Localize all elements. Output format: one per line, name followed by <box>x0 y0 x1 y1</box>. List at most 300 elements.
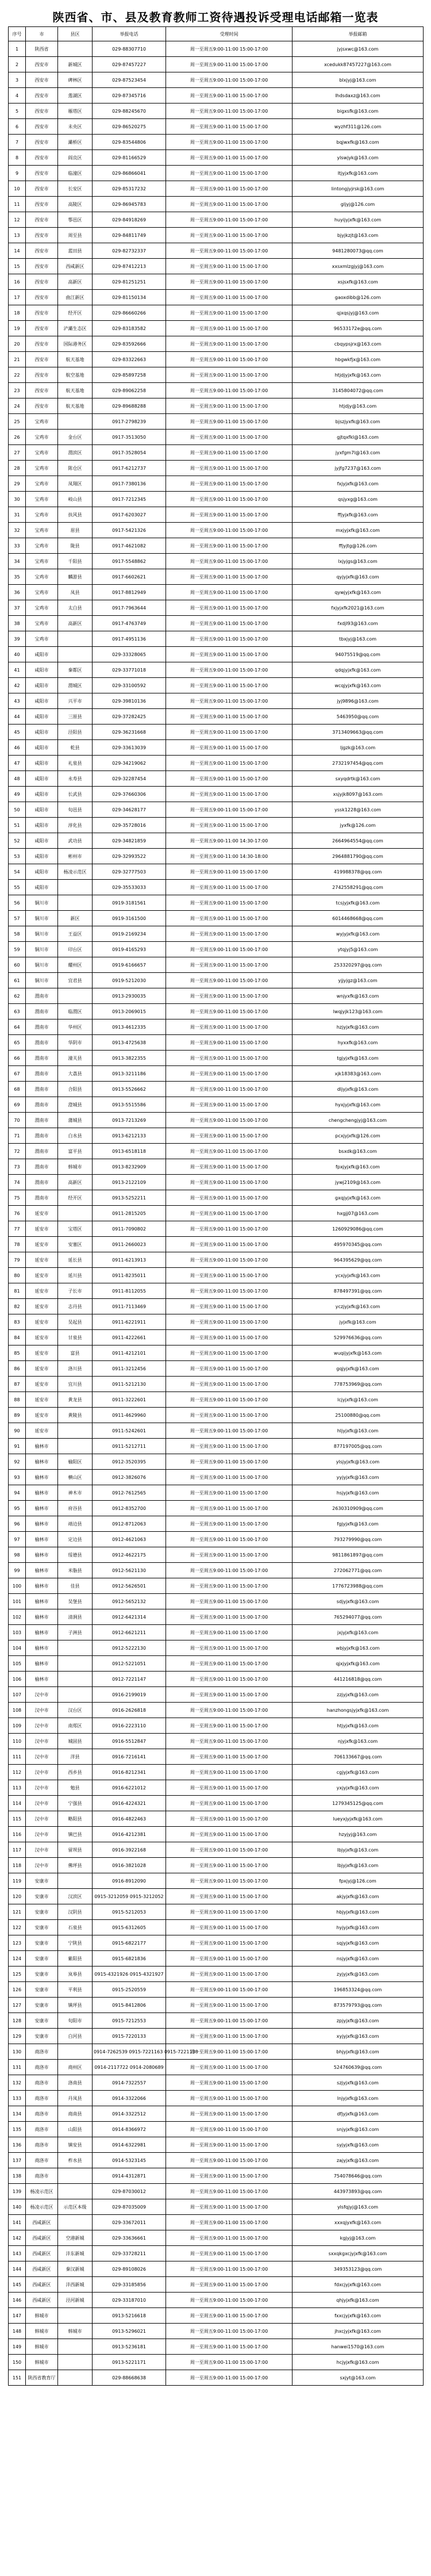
cell-email[interactable]: zajyjxfk@163.com <box>293 2153 424 2168</box>
cell-phone: 0917-7380136 <box>93 476 166 492</box>
cell-phone: 0914-7262539 0915-7221163 0915-7221138 <box>93 2044 166 2060</box>
cell-email[interactable]: fxdjl93@163.com <box>293 616 424 631</box>
cell-email[interactable]: hyjyjxfk@163.com <box>293 1920 424 1935</box>
cell-email[interactable]: fxjyjxfk@163.com <box>293 476 424 492</box>
table-row <box>9 2293 424 2308</box>
cell-phone: 0911-7090802 <box>93 1221 166 1237</box>
table-row <box>9 1827 424 1842</box>
cell-email[interactable]: 706133667@qq.com <box>293 1749 424 1765</box>
cell-email[interactable]: qhjyjxfk@163.com <box>293 2293 424 2308</box>
cell-index: 149 <box>9 2339 26 2355</box>
cell-email[interactable]: 873579793@qq.com <box>293 1998 424 2013</box>
cell-email[interactable]: yczjyjxfk@163.com <box>293 1299 424 1314</box>
cell-email[interactable]: 2630310909@qq.com <box>293 1501 424 1516</box>
cell-email[interactable]: zpjyjxfk@163.com <box>293 2013 424 2029</box>
cell-time: 周一至周五9:00-11:00 15:00-17:00 <box>166 1283 293 1299</box>
cell-email[interactable]: jyxfgm7l@163.com <box>293 445 424 461</box>
cell-index: 51 <box>9 818 26 833</box>
cell-email[interactable]: tgjyjxfk@163.com <box>293 1051 424 1066</box>
cell-email[interactable]: lueyxjyjxfk@163.com <box>293 1811 424 1827</box>
cell-email[interactable]: jyjxfk@163.com <box>293 1314 424 1330</box>
cell-email[interactable]: fpxjyj@126.com <box>293 1873 424 1889</box>
cell-email[interactable]: htjdjy@163.com <box>293 398 424 414</box>
cell-email[interactable]: jywj2109@163.com <box>293 1175 424 1190</box>
cell-email[interactable]: 793279990@qq.com <box>293 1532 424 1547</box>
cell-email[interactable]: blxjyj@163.com <box>293 72 424 88</box>
cell-email[interactable]: gljyj@126.com <box>293 197 424 212</box>
cell-index: 39 <box>9 631 26 647</box>
cell-city: 商洛市 <box>26 2137 58 2153</box>
cell-index: 97 <box>9 1532 26 1547</box>
cell-email[interactable]: 25100880@qq.com <box>293 1408 424 1423</box>
cell-email[interactable]: mxjyjxfk@163.com <box>293 523 424 538</box>
cell-email[interactable]: 529976636@qq.com <box>293 1330 424 1346</box>
cell-time: 周一至周五9:00-11:00 15:00-17:00 <box>166 1346 293 1361</box>
cell-email[interactable]: 878497391@qq.com <box>293 1283 424 1299</box>
table-row <box>9 1765 424 1780</box>
cell-index: 89 <box>9 1408 26 1423</box>
cell-phone: 0912-3826076 <box>93 1470 166 1485</box>
cell-email[interactable]: jyjfg7237@163.com <box>293 461 424 476</box>
cell-phone: 029-89688288 <box>93 398 166 414</box>
cell-index: 3 <box>9 72 26 88</box>
cell-city: 咸阳市 <box>26 802 58 818</box>
cell-email[interactable]: jhxcjyjxfk@163.com <box>293 2324 424 2339</box>
cell-email[interactable]: 96533172e@qq.com <box>293 321 424 336</box>
cell-email[interactable]: ffjyjxfk@163.com <box>293 507 424 523</box>
cell-email[interactable]: hzjyjxfk@163.com <box>293 1019 424 1035</box>
table-row <box>9 740 424 756</box>
table-row <box>9 476 424 492</box>
cell-email[interactable]: ltjyjxfk@163.com <box>293 166 424 181</box>
cell-email[interactable]: hcjyjxfk@163.com <box>293 2355 424 2370</box>
cell-email[interactable]: qjxqsjyj@163.com <box>293 305 424 321</box>
cell-index: 134 <box>9 2106 26 2122</box>
cell-email[interactable]: lwqjyjk123@163.com <box>293 1004 424 1019</box>
cell-district: 宜川县 <box>58 1377 93 1392</box>
cell-email[interactable]: htjyjxfk@163.com <box>293 1718 424 1734</box>
cell-email[interactable]: jxjyjxfk@163.com <box>293 1625 424 1640</box>
cell-city: 宝鸡市 <box>26 445 58 461</box>
cell-email[interactable]: kgjyj@163.com <box>293 2230 424 2246</box>
cell-email[interactable]: snjyjxfk@163.com <box>293 2122 424 2137</box>
cell-email[interactable]: hanwei1570@163.com <box>293 2339 424 2355</box>
cell-email[interactable]: lintongjyjrsk@163.com <box>293 181 424 197</box>
cell-email[interactable]: bjszjyxfk@163.com <box>293 414 424 430</box>
cell-email[interactable]: 877197005@qq.com <box>293 1439 424 1454</box>
cell-email[interactable]: fdxcjyjxfk@163.com <box>293 2277 424 2293</box>
cell-email[interactable]: 3713409663@qq.com <box>293 724 424 740</box>
cell-phone: 0913-5296021 <box>93 2324 166 2339</box>
cell-email[interactable]: lcjyjxfk@163.com <box>293 1392 424 1408</box>
cell-email[interactable]: lbjyjxfk@163.com <box>293 1842 424 1858</box>
cell-email[interactable]: 524760639@qq.com <box>293 2060 424 2075</box>
cell-index: 91 <box>9 1439 26 1454</box>
cell-time: 周一至周五9:00-11:00 15:00-17:00 <box>166 1501 293 1516</box>
cell-district: 空港新城 <box>58 2230 93 2246</box>
cell-district: 府谷县 <box>58 1501 93 1516</box>
cell-city: 延安市 <box>26 1361 58 1377</box>
cell-time: 周一至周五9:00-11:00 15:00-17:00 <box>166 2153 293 2168</box>
cell-district: 灞桥区 <box>58 135 93 150</box>
cell-district: 丹凤县 <box>58 2091 93 2106</box>
cell-email[interactable]: zyjyjxfk@163.com <box>293 1966 424 1982</box>
cell-email[interactable]: gaoxdibb@126.com <box>293 290 424 305</box>
cell-time: 周一至周五9:00-11:00 15:00-17:00 <box>166 2215 293 2230</box>
cell-email[interactable]: yyjyjxfk@163.com <box>293 1470 424 1485</box>
cell-phone: 0914-5323145 <box>93 2153 166 2168</box>
cell-time: 周一至周五9:00-11:00 15:00-17:00 <box>166 2293 293 2308</box>
table-row <box>9 538 424 554</box>
cell-email[interactable]: 2664964554@qq.com <box>293 833 424 849</box>
cell-index: 105 <box>9 1656 26 1672</box>
cell-city: 延安市 <box>26 1268 58 1283</box>
cell-email[interactable]: cgjyjxfk@163.com <box>293 1765 424 1780</box>
cell-district: 宝塔区 <box>58 1221 93 1237</box>
cell-time: 周一至周五9:00-11:00 15:00-17:00 <box>166 616 293 631</box>
cell-index: 56 <box>9 895 26 911</box>
cell-city: 渭南市 <box>26 1035 58 1051</box>
cell-email[interactable]: 5463950@qq.com <box>293 709 424 724</box>
cell-index: 125 <box>9 1966 26 1982</box>
cell-phone: 0917-4763749 <box>93 616 166 631</box>
cell-email[interactable]: pcxjyjxfk@126.com <box>293 1128 424 1144</box>
cell-email[interactable]: jyj9896@163.com <box>293 693 424 709</box>
cell-email[interactable]: wyzhf311@126.com <box>293 119 424 135</box>
cell-email[interactable]: xjk18383@163.com <box>293 1066 424 1082</box>
cell-email[interactable]: ylswjyk@163.com <box>293 150 424 166</box>
cell-district: 韩城市 <box>58 1159 93 1175</box>
cell-index: 46 <box>9 740 26 756</box>
cell-email[interactable]: 1260929086@qq.com <box>293 1221 424 1237</box>
cell-email[interactable]: sdjyjxfk@163.com <box>293 1594 424 1609</box>
cell-email[interactable]: yssk1228@163.com <box>293 802 424 818</box>
cell-index: 133 <box>9 2091 26 2106</box>
cell-email[interactable]: 272062771@qq.com <box>293 1563 424 1578</box>
table-row <box>9 554 424 569</box>
cell-city: 延安市 <box>26 1299 58 1314</box>
cell-city: 延安市 <box>26 1408 58 1423</box>
cell-email[interactable]: hsjyjxfk@163.com <box>293 1485 424 1501</box>
cell-email[interactable]: tcsjyjxfk@163.com <box>293 895 424 911</box>
cell-email[interactable]: gqjyjxfk@163.com <box>293 1361 424 1377</box>
cell-email[interactable]: fgjyjxfk@163.com <box>293 1516 424 1532</box>
table-row <box>9 2122 424 2137</box>
cell-email[interactable]: bjyjkzjt@163.com <box>293 228 424 243</box>
cell-email[interactable]: lnjyjxfk@163.com <box>293 2091 424 2106</box>
cell-time: 周一至周五9:00-11:00 15:00-17:00 <box>166 1640 293 1656</box>
cell-district <box>58 1687 93 1703</box>
cell-phone: 0917-7212345 <box>93 492 166 507</box>
cell-phone: 0912-7612565 <box>93 1485 166 1501</box>
cell-phone: 0917-6203027 <box>93 507 166 523</box>
table-row <box>9 957 424 973</box>
table-row <box>9 1408 424 1423</box>
cell-email[interactable]: chengchengjyj@163.com <box>293 1113 424 1128</box>
cell-phone: 029-86660266 <box>93 305 166 321</box>
cell-email[interactable]: wbjyjxfk@163.com <box>293 1640 424 1656</box>
cell-phone: 029-83544806 <box>93 135 166 150</box>
table-row <box>9 647 424 662</box>
table-row <box>9 228 424 243</box>
cell-email[interactable]: akjyjxfk@163.com <box>293 1889 424 1904</box>
cell-email[interactable]: tbxjyj@163.com <box>293 631 424 647</box>
cell-index: 85 <box>9 1346 26 1361</box>
cell-email[interactable]: ytqjyj5@163.com <box>293 942 424 957</box>
cell-email[interactable]: xyjyjxfk@163.com <box>293 2029 424 2044</box>
cell-email[interactable]: xcedukk87457227@163.com <box>293 57 424 72</box>
cell-email[interactable]: 2742558291@qq.com <box>293 880 424 895</box>
cell-district: 紫阳县 <box>58 1951 93 1966</box>
table-row <box>9 1346 424 1361</box>
cell-email[interactable]: ljgzk@163.com <box>293 740 424 756</box>
cell-district: 杨凌示范区 <box>58 864 93 880</box>
cell-email[interactable]: qsjyxg@163.com <box>293 492 424 507</box>
cell-email[interactable]: 2732197454@qq.com <box>293 756 424 771</box>
cell-email[interactable]: jyjsxwc@163.com <box>293 41 424 57</box>
cell-index: 19 <box>9 321 26 336</box>
cell-email[interactable]: hbgwkfjx@163.com <box>293 352 424 367</box>
cell-email[interactable]: 9481280073@qq.com <box>293 243 424 259</box>
cell-email[interactable]: qyjyjxfk@163.com <box>293 569 424 585</box>
cell-email[interactable]: fxxcjyjxfk@163.com <box>293 2308 424 2324</box>
cell-city: 商洛市 <box>26 2075 58 2091</box>
cell-email[interactable]: jyxfk@126.com <box>293 818 424 833</box>
cell-district: 高新区 <box>58 274 93 290</box>
table-row <box>9 1920 424 1935</box>
cell-phone: 0911-2815205 <box>93 1206 166 1221</box>
cell-email[interactable]: ycxjyjxfk@163.com <box>293 1268 424 1283</box>
cell-email[interactable]: qjxjyjxfk@163.com <box>293 1656 424 1672</box>
cell-phone: 0913-8232909 <box>93 1159 166 1175</box>
cell-phone: 029-82732337 <box>93 243 166 259</box>
table-row <box>9 926 424 942</box>
table-row <box>9 1563 424 1578</box>
cell-email[interactable]: htjdjyjxfk@163.com <box>293 367 424 383</box>
cell-index: 10 <box>9 181 26 197</box>
cell-phone: 0917-6212737 <box>93 461 166 476</box>
table-row <box>9 942 424 957</box>
cell-email[interactable]: 441216818@qq.com <box>293 1672 424 1687</box>
cell-email[interactable]: 253320297@qq.com <box>293 957 424 973</box>
cell-time: 周一至周五9:00-11:00 15:00-17:00 <box>166 1377 293 1392</box>
cell-email[interactable]: 3145804072@qq.com <box>293 383 424 398</box>
table-row <box>9 2029 424 2044</box>
cell-phone: 0911-5242601 <box>93 1423 166 1439</box>
cell-email[interactable]: xsjsxfk@163.com <box>293 274 424 290</box>
table-row <box>9 290 424 305</box>
cell-phone: 0916-5512847 <box>93 1734 166 1749</box>
cell-district: 眉县 <box>58 523 93 538</box>
cell-email[interactable]: cbqypsjrx@163.com <box>293 336 424 352</box>
cell-email[interactable]: yjjyjgz@163.com <box>293 973 424 988</box>
cell-email[interactable]: hyxjyjxfk@163.com <box>293 1097 424 1113</box>
table-row <box>9 1625 424 1640</box>
cell-city: 咸阳市 <box>26 693 58 709</box>
cell-email[interactable]: gxqjyjxfk@163.com <box>293 1190 424 1206</box>
cell-email[interactable]: qdqjyjxfk@163.com <box>293 662 424 678</box>
cell-email[interactable]: hxgjj07@163.com <box>293 1206 424 1221</box>
cell-index: 87 <box>9 1377 26 1392</box>
cell-index: 138 <box>9 2168 26 2184</box>
cell-email[interactable]: szjyjxfk@163.com <box>293 2075 424 2091</box>
cell-district <box>58 1672 93 1687</box>
cell-index: 52 <box>9 833 26 849</box>
cell-email[interactable]: 6014468668@qq.com <box>293 911 424 926</box>
cell-index: 96 <box>9 1516 26 1532</box>
cell-district: 黄陵县 <box>58 1408 93 1423</box>
cell-time: 周一至周五9:00-11:00 15:00-17:00 <box>166 507 293 523</box>
cell-email[interactable]: hyxxfk@163.com <box>293 1035 424 1051</box>
cell-email[interactable]: 2964881790@qq.com <box>293 849 424 864</box>
cell-email[interactable]: qywjyjxfk@163.com <box>293 585 424 600</box>
cell-email[interactable]: xxxqjyxfk@163.com <box>293 2215 424 2230</box>
cell-email[interactable]: lxjyjgs@163.com <box>293 554 424 569</box>
cell-index: 66 <box>9 1051 26 1066</box>
cell-email[interactable]: sxyqdrtk@163.com <box>293 771 424 787</box>
cell-index: 5 <box>9 103 26 119</box>
cell-district <box>58 2168 93 2184</box>
cell-email[interactable]: 964395629@qq.com <box>293 1252 424 1268</box>
cell-district: 航空基地 <box>58 367 93 383</box>
cell-email[interactable]: wuqijyjxfk@163.com <box>293 1346 424 1361</box>
cell-email[interactable]: 9811861897@qq.com <box>293 1547 424 1563</box>
cell-time: 周一至周五9:00-11:00 15:00-17:00 <box>166 2029 293 2044</box>
cell-phone: 0911-6221911 <box>93 1314 166 1330</box>
cell-phone: 0914-2117722 0914-2080689 <box>93 2060 166 2075</box>
cell-email[interactable]: huyijyjxfk@163.com <box>293 212 424 228</box>
cell-email[interactable]: 778753969@qq.com <box>293 1377 424 1392</box>
cell-email[interactable]: 1279345125@qq.com <box>293 1796 424 1811</box>
cell-index: 140 <box>9 2199 26 2215</box>
cell-email[interactable]: ffjyjtg@126.com <box>293 538 424 554</box>
cell-email[interactable]: xxsxmlzgjyj@163.com <box>293 259 424 274</box>
cell-index: 139 <box>9 2184 26 2199</box>
cell-time: 周一至周五9:00-11:00 15:00-17:00 <box>166 2060 293 2075</box>
cell-index: 128 <box>9 2013 26 2029</box>
cell-email[interactable]: fxjyjxfk2021@163.com <box>293 600 424 616</box>
cell-index: 43 <box>9 693 26 709</box>
cell-email[interactable]: hljyjxfk@163.com <box>293 1423 424 1439</box>
cell-email[interactable]: bsxdk@163.com <box>293 1144 424 1159</box>
cell-email[interactable]: yxjyjxfk@163.com <box>293 1780 424 1796</box>
table-row <box>9 1749 424 1765</box>
cell-email[interactable]: 349353123@qq.com <box>293 2261 424 2277</box>
cell-time: 周一至周五9:00-11:00 15:00-17:00 <box>166 1439 293 1454</box>
cell-time: 周一至周五9:00-11:00 15:00-17:00 <box>166 2122 293 2137</box>
cell-email[interactable]: gjtqxfkl@163.com <box>293 430 424 445</box>
cell-city: 宝鸡市 <box>26 430 58 445</box>
cell-email[interactable]: 419988378@qq.com <box>293 864 424 880</box>
cell-email[interactable]: zzjyjxfk@163.com <box>293 1687 424 1703</box>
cell-phone: 0912-8352700 <box>93 1501 166 1516</box>
table-row <box>9 1423 424 1439</box>
table-row <box>9 1299 424 1314</box>
cell-email[interactable]: nsjyjxfk@163.com <box>293 1951 424 1966</box>
cell-time: 周一至周五9:00-11:00 15:00-17:00 <box>166 1144 293 1159</box>
table-row <box>9 2044 424 2060</box>
cell-index: 117 <box>9 1842 26 1858</box>
cell-email[interactable]: 495970345@qq.com <box>293 1237 424 1252</box>
cell-email[interactable]: dfjyjxfk@163.com <box>293 2106 424 2122</box>
cell-email[interactable]: syjyjxfk@163.com <box>293 2137 424 2153</box>
cell-district: 航天基地 <box>58 398 93 414</box>
cell-time: 周一至周五9:00-11:00 15:00-17:00 <box>166 1097 293 1113</box>
cell-index: 62 <box>9 988 26 1004</box>
cell-city: 宝鸡市 <box>26 616 58 631</box>
cell-email[interactable]: wnjyxfk@163.com <box>293 988 424 1004</box>
cell-email[interactable]: 1776723988@qq.com <box>293 1578 424 1594</box>
cell-email[interactable]: sqjyjxfk@163.com <box>293 1935 424 1951</box>
cell-email[interactable]: 765294077@qq.com <box>293 1609 424 1625</box>
cell-email[interactable]: wyjyjxfk@163.com <box>293 926 424 942</box>
cell-phone: 029-87457227 <box>93 57 166 72</box>
cell-email[interactable]: bigxsfk@163.com <box>293 103 424 119</box>
cell-email[interactable]: lhdsdaxz@163.com <box>293 88 424 103</box>
cell-city: 咸阳市 <box>26 678 58 693</box>
cell-email[interactable]: ylsjyjxfk@163.com <box>293 1454 424 1470</box>
cell-district: 榆阳区 <box>58 1454 93 1470</box>
cell-email[interactable]: sxxqkgxcjyjxfk@163.com <box>293 2246 424 2261</box>
cell-city: 渭南市 <box>26 1175 58 1190</box>
cell-index: 108 <box>9 1703 26 1718</box>
cell-city: 宝鸡市 <box>26 507 58 523</box>
cell-email[interactable]: 754078646@qq.com <box>293 2168 424 2184</box>
cell-city: 宝鸡市 <box>26 585 58 600</box>
table-row <box>9 166 424 181</box>
cell-index: 99 <box>9 1563 26 1578</box>
table-row <box>9 2060 424 2075</box>
cell-email[interactable]: 196853324@qq.com <box>293 1982 424 1998</box>
cell-phone: 0913-2122109 <box>93 1175 166 1190</box>
cell-email[interactable]: xsjyjk8097@163.com <box>293 787 424 802</box>
cell-email[interactable]: 94075519@qq.com <box>293 647 424 662</box>
cell-city: 西安市 <box>26 72 58 88</box>
cell-email[interactable]: 443973893@qq.com <box>293 2184 424 2199</box>
cell-time: 周一至周五9:00-11:00 15:00-17:00 <box>166 1687 293 1703</box>
cell-index: 120 <box>9 1889 26 1904</box>
table-row <box>9 1485 424 1501</box>
cell-email[interactable]: hanzhongsjyjxfk@163.com <box>293 1703 424 1718</box>
cell-city: 安康市 <box>26 2013 58 2029</box>
cell-email[interactable]: hzyjyj@163.com <box>293 1827 424 1842</box>
cell-email[interactable]: bqjwxfk@163.com <box>293 135 424 150</box>
cell-email[interactable]: bhjyjxfk@163.com <box>293 2044 424 2060</box>
table-row <box>9 103 424 119</box>
table-row <box>9 895 424 911</box>
cell-city: 榆林市 <box>26 1594 58 1609</box>
cell-email[interactable]: ylsfqjyj@163.com <box>293 2199 424 2215</box>
cell-email[interactable]: fpxjyjxfk@163.com <box>293 1159 424 1175</box>
cell-email[interactable]: wcqjyjxfk@163.com <box>293 678 424 693</box>
cell-city: 西安市 <box>26 352 58 367</box>
cell-district <box>58 647 93 662</box>
cell-index: 6 <box>9 119 26 135</box>
cell-email[interactable]: sxjyt@163.com <box>293 2370 424 2386</box>
cell-email[interactable]: dljyjxfk@163.com <box>293 1082 424 1097</box>
cell-district: 大荔县 <box>58 1066 93 1082</box>
cell-time: 周一至周五9:00-11:00 15:00-17:00 <box>166 1920 293 1935</box>
cell-phone: 0912-3520395 <box>93 1454 166 1470</box>
cell-email[interactable]: lbjyjxfk@163.com <box>293 1858 424 1873</box>
cell-email[interactable]: hbjyjxfk@163.com <box>293 1904 424 1920</box>
cell-city: 榆林市 <box>26 1578 58 1594</box>
cell-phone: 0912-6621211 <box>93 1625 166 1640</box>
cell-email[interactable]: njyjxfk@163.com <box>293 1734 424 1749</box>
cell-city: 榆林市 <box>26 1609 58 1625</box>
cell-time: 周一至周五9:00-11:00 15:00-17:00 <box>166 2075 293 2091</box>
cell-city: 安康市 <box>26 1966 58 1982</box>
